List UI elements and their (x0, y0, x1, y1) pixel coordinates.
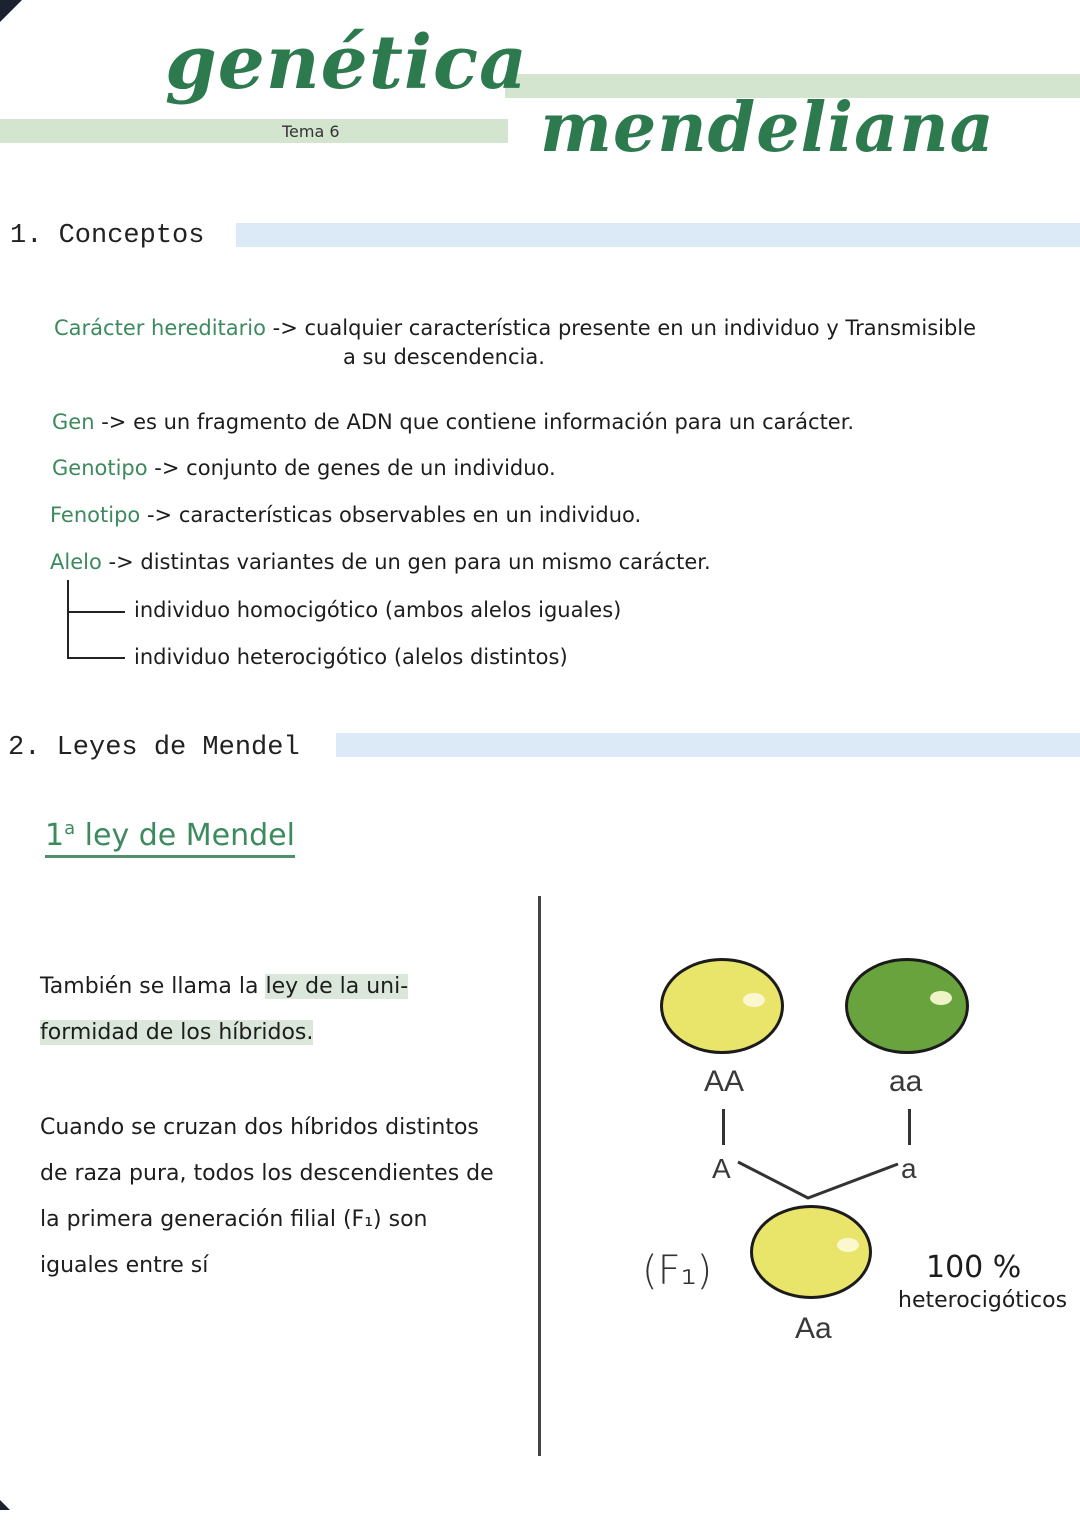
page-corner-shadow (0, 1500, 10, 1510)
section-1-bar (236, 223, 1080, 247)
law-description-paragraph: Cuando se cruzan dos híbridos distintos de raza pura, todos los descendientes de la primera generación filial (F₁) son iguales entre sí (40, 1115, 494, 1278)
page-corner-shadow (0, 0, 22, 22)
genotype-parent-2: aa (889, 1065, 923, 1098)
concept-definition-continuation: a su descendencia. (343, 345, 545, 369)
alelo-branch-homocigotico: individuo homocigótico (ambos alelos iguales) (134, 598, 622, 622)
concept-fenotipo (50, 503, 641, 527)
concept-definition: cualquier característica presente en un individuo y Transmisible (304, 316, 977, 340)
gamete-parent-1: A (712, 1153, 731, 1184)
header-band-left (0, 119, 508, 143)
alelo-branch-heterocigotico: individuo heterocigótico (alelos distintos) (134, 645, 568, 669)
generation-label: (F₁) (642, 1248, 713, 1294)
shine-icon (930, 991, 952, 1005)
highlighted-text: ley de la uni- (265, 974, 409, 999)
title-genetica: genética (165, 20, 529, 106)
genotype-parent-1: AA (704, 1065, 745, 1098)
concept-definition: conjunto de genes de un individuo. (186, 456, 556, 480)
concept-caracter-hereditario (54, 316, 976, 340)
pea-yellow-offspring-icon (750, 1205, 872, 1299)
shine-icon (837, 1238, 859, 1252)
concept-definition: características observables en un individuo. (178, 503, 642, 527)
shine-icon (743, 993, 765, 1007)
law-name: ley de Mendel (75, 818, 295, 853)
section-2-bar (336, 733, 1080, 757)
section-1-title: 1. Conceptos (10, 221, 205, 251)
cross-lines-icon (700, 1150, 900, 1210)
concept-alelo (50, 550, 711, 574)
law-title (45, 818, 295, 858)
concept-term: Gen (52, 410, 95, 434)
law-number: 1 (45, 818, 65, 853)
arrow-icon: -> (101, 410, 127, 434)
concept-term: Genotipo (52, 456, 148, 480)
pea-yellow-dominant-icon (660, 958, 784, 1054)
tree-connector-icon (67, 580, 69, 658)
result-label: heterocigóticos (898, 1288, 1068, 1313)
concept-definition: distintas variantes de un gen para un mismo carácter. (140, 550, 711, 574)
subtitle-tema: Tema 6 (282, 122, 340, 141)
section-2-title: 2. Leyes de Mendel (8, 733, 300, 763)
highlighted-text: formidad de los híbridos. (40, 1020, 314, 1045)
pea-green-recessive-icon (845, 958, 969, 1054)
law-ordinal: a (64, 818, 76, 839)
title-mendeliana: mendeliana (540, 88, 995, 168)
concept-gen (52, 410, 854, 434)
concept-term: Alelo (50, 550, 102, 574)
arrow-icon: -> (146, 503, 173, 527)
tree-branch-icon (67, 611, 125, 613)
genotype-offspring: Aa (795, 1312, 832, 1345)
concept-genotipo (52, 456, 556, 480)
connector-line (722, 1109, 725, 1145)
gamete-parent-2: a (901, 1153, 917, 1184)
arrow-icon: -> (154, 456, 180, 480)
concept-term: Fenotipo (50, 503, 141, 527)
concept-term: Carácter hereditario (54, 316, 266, 340)
paragraph-text: También se llama la (40, 974, 266, 999)
arrow-icon: -> (272, 316, 298, 340)
law-alias-paragraph (40, 964, 510, 1056)
result-percentage: 100 % (926, 1250, 1022, 1285)
concept-definition: es un fragmento de ADN que contiene información para un carácter. (133, 410, 855, 434)
connector-line (908, 1109, 911, 1145)
column-divider (538, 896, 541, 1456)
tree-branch-icon (67, 657, 125, 659)
arrow-icon: -> (108, 550, 134, 574)
